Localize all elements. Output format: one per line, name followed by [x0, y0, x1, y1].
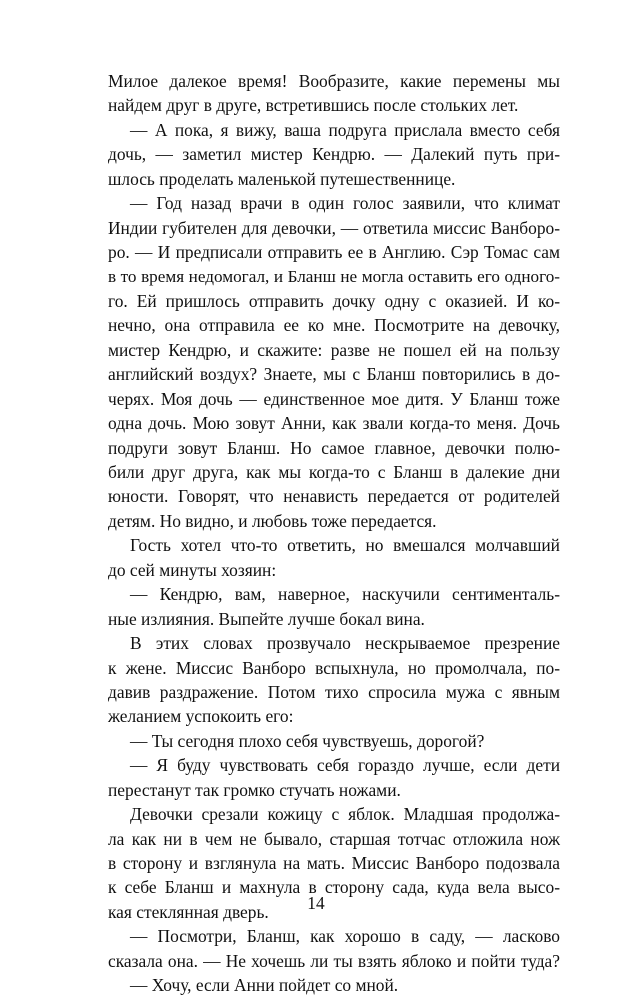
text-line: Девочки срезали кожицу с яблок. Младшая продолжа-	[130, 804, 560, 825]
text-line: — Я буду чувствовать себя гораздо лучше, если дети	[130, 755, 560, 776]
text-line: — Кендрю, вам, наверное, наскучили сентименталь-	[130, 584, 560, 605]
text-line: перестанут так громко стучать ножами.	[108, 779, 401, 800]
text-line: — А пока, я вижу, ваша подруга прислала вместо себя	[130, 119, 560, 140]
body-text	[108, 69, 560, 998]
text-line: били друг друга, как мы когда-то с Бланш в далекие дни	[108, 462, 560, 482]
text-line: мистер Кендрю, и скажите: разве не пошел ей на пользу	[108, 339, 560, 360]
text-line: английский воздух? Знаете, мы с Бланш повторились в до-	[108, 364, 560, 385]
text-line: — Год назад врачи в один голос заявили, что климат	[130, 193, 560, 214]
text-line: одна дочь. Мою зовут Анни, как звали когда-то меня. Дочь	[108, 413, 560, 434]
text-line: к жене. Миссис Ванборо вспыхнула, но промолчала, по-	[108, 657, 560, 678]
text-line: — Хочу, если Анни пойдет со мной.	[130, 975, 399, 996]
text-line: шлось проделать маленькой путешественнице.	[108, 168, 456, 189]
text-line: черях. Моя дочь — единственное мое дитя. У Бланш тоже	[108, 388, 560, 409]
text-line: Индии губителен для девочки, — ответила миссис Ванборо-	[108, 217, 560, 238]
text-line: дочь, — заметил мистер Кендрю. — Далекий путь при-	[108, 144, 560, 165]
text-line: сказала она. — Не хочешь ли ты взять яблоко и пойти туда?	[108, 950, 560, 971]
text-line: ные излияния. Выпейте лучше бокал вина.	[108, 608, 425, 629]
text-line: до сей минуты хозяин:	[108, 559, 277, 580]
text-line: Милое далекое время! Вообразите, какие перемены мы	[108, 71, 560, 91]
text-line: найдем друг в друге, встретившись после стольких лет.	[108, 95, 519, 116]
page-number: 14	[307, 893, 325, 913]
text-line: го. Ей пришлось отправить дочку одну с оказией. И ко-	[108, 290, 560, 311]
text-line: ро. — И предписали отправить ее в Англию. Сэр Томас сам	[108, 242, 560, 263]
text-line: Гость хотел что-то ответить, но вмешался молчавший	[130, 535, 560, 556]
text-line: в сторону и взглянула на мать. Миссис Ванборо подозвала	[108, 853, 560, 873]
text-line: В этих словах прозвучало нескрываемое презрение	[130, 633, 560, 654]
text-line: в то время недомогал, и Бланш не могла оставить его одного-	[108, 266, 560, 286]
text-line: детям. Но видно, и любовь тоже передается.	[108, 510, 437, 531]
text-line: подруги зовут Бланш. Но самое главное, девочки полю-	[108, 437, 560, 458]
text-line: юности. Говорят, что ненависть передается от родителей	[108, 486, 560, 507]
text-line: нечно, она отправила ее ко мне. Посмотрите на девочку,	[108, 315, 560, 336]
text-line: желанием успокоить его:	[108, 706, 294, 727]
text-line: давив раздражение. Потом тихо спросила мужа с явным	[108, 681, 560, 702]
text-line: кая стеклянная дверь.	[108, 901, 269, 922]
text-line: — Посмотри, Бланш, как хорошо в саду, — ласково	[130, 926, 560, 947]
text-line: ла как ни в чем не бывало, старшая тотчас отложила нож	[108, 828, 560, 849]
text-line: — Ты сегодня плохо себя чувствуешь, дорогой?	[130, 730, 485, 751]
text-line: к себе Бланш и махнула в сторону сада, куда вела высо-	[108, 877, 560, 898]
